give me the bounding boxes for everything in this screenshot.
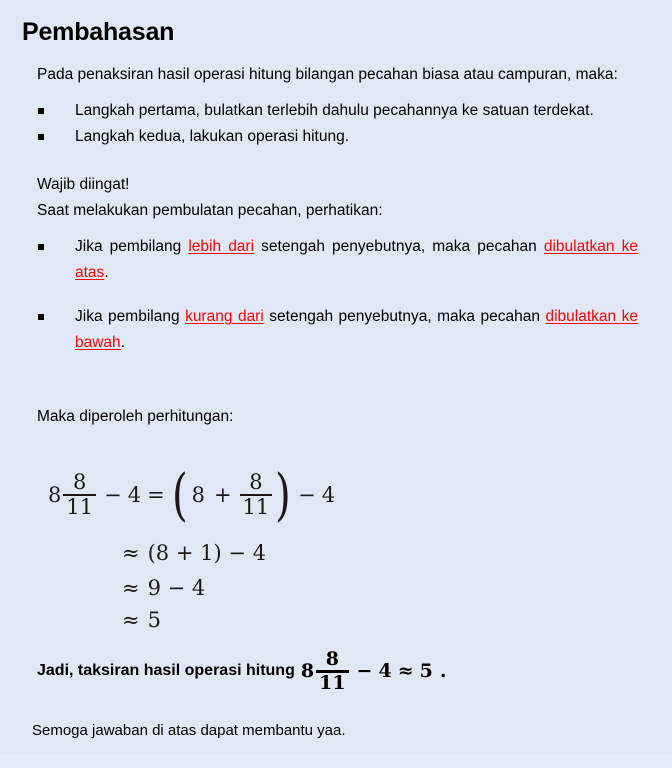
denominator: 11 xyxy=(242,495,270,519)
operand: 4 xyxy=(127,482,142,507)
denominator: 11 xyxy=(319,671,346,694)
list-item xyxy=(37,124,638,150)
list-item xyxy=(37,234,638,286)
closing-message: Semoga jawaban di atas dapat membantu yaa. xyxy=(32,722,346,739)
minus-operator: − xyxy=(356,659,373,682)
steps-list xyxy=(37,98,638,150)
fraction xyxy=(316,650,348,693)
rules-list xyxy=(37,234,638,356)
whole-number: 8 xyxy=(48,482,62,507)
spacer xyxy=(37,150,638,172)
whole-number: 8 xyxy=(300,659,315,682)
rule-highlight-condition: lebih dari xyxy=(188,238,255,255)
minus-operator: − xyxy=(298,482,316,507)
denominator: 11 xyxy=(66,495,94,519)
approx-operator: ≈ xyxy=(122,541,140,565)
equation-expression xyxy=(122,610,161,631)
rule-highlight-condition: kurang dari xyxy=(185,308,264,325)
result-value: 5 xyxy=(419,659,433,682)
rule-suffix: . xyxy=(120,334,125,351)
square-bullet-icon xyxy=(38,244,44,250)
approx-operator: ≈ xyxy=(122,608,140,632)
rule-highlight-action: dibulatkan ke bawah xyxy=(75,308,639,351)
equation-expression xyxy=(48,462,336,528)
intro-paragraph: Pada penaksiran hasil operasi hitung bilangan pecahan biasa atau campuran, maka: xyxy=(37,66,618,83)
equation-line-2 xyxy=(122,543,266,564)
plus-operator: + xyxy=(213,482,232,507)
conclusion-text: Jadi, taksiran hasil operasi hitung xyxy=(37,662,295,680)
equation-text: 5 xyxy=(147,608,161,632)
rule-prefix: Jika pembilang xyxy=(75,238,189,255)
equation-text: (8 + 1) − 4 xyxy=(147,541,266,565)
rule-prefix: Jika pembilang xyxy=(75,308,186,325)
step-text: Langkah kedua, lakukan operasi hitung. xyxy=(75,128,350,145)
rule-highlight-action: dibulatkan ke atas xyxy=(75,238,639,281)
rule-suffix: . xyxy=(104,264,109,281)
numerator: 8 xyxy=(325,648,339,670)
calc-lead: Maka diperoleh perhitungan: xyxy=(37,408,234,425)
numerator: 8 xyxy=(73,470,87,494)
operand: 4 xyxy=(378,659,392,682)
square-bullet-icon xyxy=(38,134,44,140)
list-item xyxy=(37,304,638,356)
note-subheading: Saat melakukan pembulatan pecahan, perhatikan: xyxy=(37,202,383,219)
conclusion-line xyxy=(37,650,446,693)
minus-operator: − xyxy=(104,482,122,507)
inner-whole: 8 xyxy=(191,482,205,507)
equation-expression xyxy=(122,543,266,564)
approx-operator: ≈ xyxy=(122,576,140,600)
bottom-strip xyxy=(0,754,672,768)
page-title: Pembahasan xyxy=(22,18,175,46)
operand: 4 xyxy=(321,482,336,507)
equation-expression xyxy=(122,578,205,599)
equation-line-3 xyxy=(122,578,205,599)
numerator: 8 xyxy=(249,470,263,494)
equation-line-4 xyxy=(122,610,161,631)
fraction xyxy=(240,472,273,518)
square-bullet-icon xyxy=(38,314,44,320)
spacer xyxy=(37,224,638,234)
slide-body xyxy=(37,62,638,430)
rule-middle: setengah penyebutnya, maka pecahan xyxy=(263,308,546,325)
approx-operator: ≈ xyxy=(397,659,414,682)
conclusion-expression xyxy=(301,650,433,693)
square-bullet-icon xyxy=(38,108,44,114)
equation-text: 9 − 4 xyxy=(147,576,206,600)
rule-middle: setengah penyebutnya, maka pecahan xyxy=(254,238,544,255)
spacer xyxy=(37,88,638,98)
fraction xyxy=(63,472,96,518)
close-paren: ) xyxy=(275,462,292,528)
spacer xyxy=(37,356,638,404)
note-heading: Wajib diingat! xyxy=(37,176,130,193)
step-text: Langkah pertama, bulatkan terlebih dahulu pecahannya ke satuan terdekat. xyxy=(75,102,594,119)
conclusion-period: . xyxy=(439,660,447,683)
open-paren: ( xyxy=(171,462,188,528)
list-item xyxy=(37,98,638,124)
equals-operator: = xyxy=(147,482,165,507)
equation-line-1 xyxy=(48,462,336,528)
